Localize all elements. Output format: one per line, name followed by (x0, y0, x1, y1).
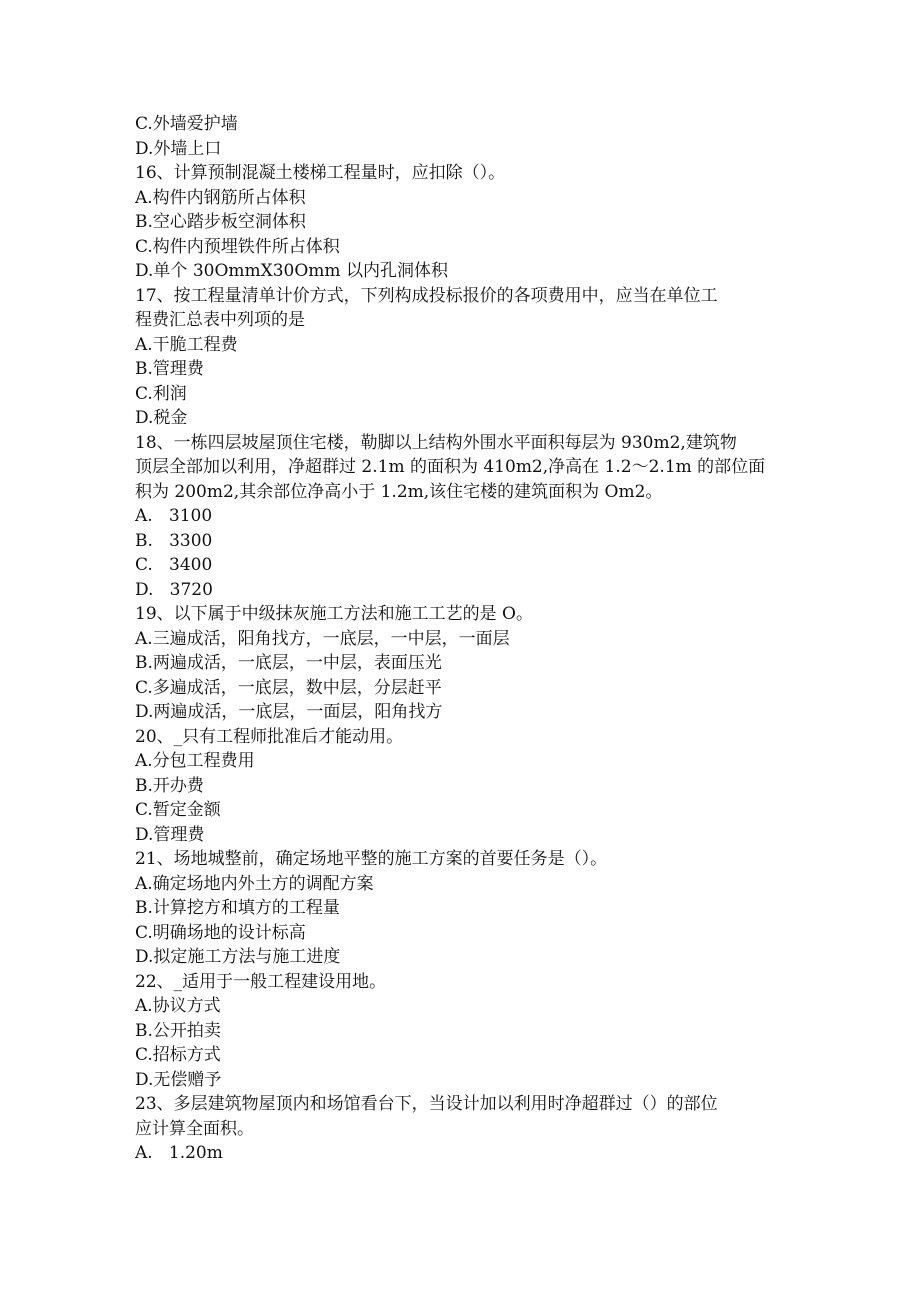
question-20: 20、_只有工程师批准后才能动用。 (135, 726, 404, 747)
option-line: C.暂定金额 (135, 800, 221, 820)
option-line: A.协议方式 (135, 996, 221, 1016)
text-line: C.外墙爱护墙 (135, 114, 238, 134)
option-line: D. 3720 (135, 579, 213, 600)
option-line: B.空心踏步板空洞体积 (135, 212, 306, 232)
option-line: A.三遍成活，阳角找方，一底层，一中层，一面层 (135, 628, 510, 649)
question-17-line-1: 17、按工程量清单计价方式，下列构成投标报价的各项费用中，应当在单位工 (135, 285, 718, 306)
option-line: B.开办费 (135, 775, 204, 796)
option-line: B.管理费 (135, 359, 204, 379)
option-line: D.税金 (135, 408, 188, 428)
option-line: C.构件内预埋铁件所占体积 (135, 236, 340, 257)
question-17-line-2: 程费汇总表中列项的是 (135, 310, 305, 330)
option-line: D.两遍成活，一底层，一面层，阳角找方 (135, 702, 443, 722)
question-18-line-1: 18、一栋四层坡屋顶住宅楼，勒脚以上结构外围水平面积每层为 930m2,建筑物 (135, 432, 737, 453)
option-line: D.拟定施工方法与施工进度 (135, 947, 341, 967)
option-line: C.利润 (135, 383, 187, 404)
option-line: C.多遍成活，一底层，数中层，分层赶平 (135, 677, 442, 698)
option-line: C.招标方式 (135, 1045, 221, 1065)
option-line: A.确定场地内外土方的调配方案 (135, 873, 374, 894)
option-line: C.明确场地的设计标高 (135, 922, 306, 943)
option-line: A.构件内钢筋所占体积 (135, 187, 306, 208)
question-22: 22、_适用于一般工程建设用地。 (135, 971, 387, 992)
option-line: B.两遍成活，一底层，一中层，表面压光 (135, 653, 442, 673)
option-line: B.公开拍卖 (135, 1020, 221, 1041)
question-18-line-3: 积为 200m2,其余部位净高小于 1.2m,该住宅楼的建筑面积为 Om2。 (135, 481, 663, 502)
question-23-line-1: 23、多层建筑物屋顶内和场馆看台下，当设计加以利用时净超群过（）的部位 (135, 1094, 718, 1114)
question-18-line-2: 顶层全部加以利用，净超群过 2.1m 的面积为 410m2,净高在 1.2～2.1m 的部位面 (135, 457, 766, 477)
option-line: D.管理费 (135, 824, 205, 845)
document-body (135, 112, 785, 1166)
text-line: D.外墙上口 (135, 138, 222, 159)
question-16: 16、计算预制混凝土楼梯工程量时，应扣除（）。 (135, 163, 506, 183)
option-line: A. 3100 (135, 506, 213, 526)
option-line: B.计算挖方和填方的工程量 (135, 898, 340, 918)
question-23-line-2: 应计算全面积。 (135, 1118, 254, 1139)
question-19: 19、以下属于中级抹灰施工方法和施工工艺的是 O。 (135, 604, 533, 624)
option-line: C. 3400 (135, 555, 213, 575)
option-line: B. 3300 (135, 530, 213, 551)
option-line: A.干脆工程费 (135, 334, 238, 355)
option-line: D.无偿赠予 (135, 1069, 222, 1090)
option-line: A.分包工程费用 (135, 751, 255, 771)
option-line: A. 1.20m (135, 1143, 223, 1163)
question-21: 21、场地城整前，确定场地平整的施工方案的首要任务是（）。 (135, 849, 608, 869)
option-line: D.单个 30OmmX30Omm 以内孔洞体积 (135, 261, 448, 281)
